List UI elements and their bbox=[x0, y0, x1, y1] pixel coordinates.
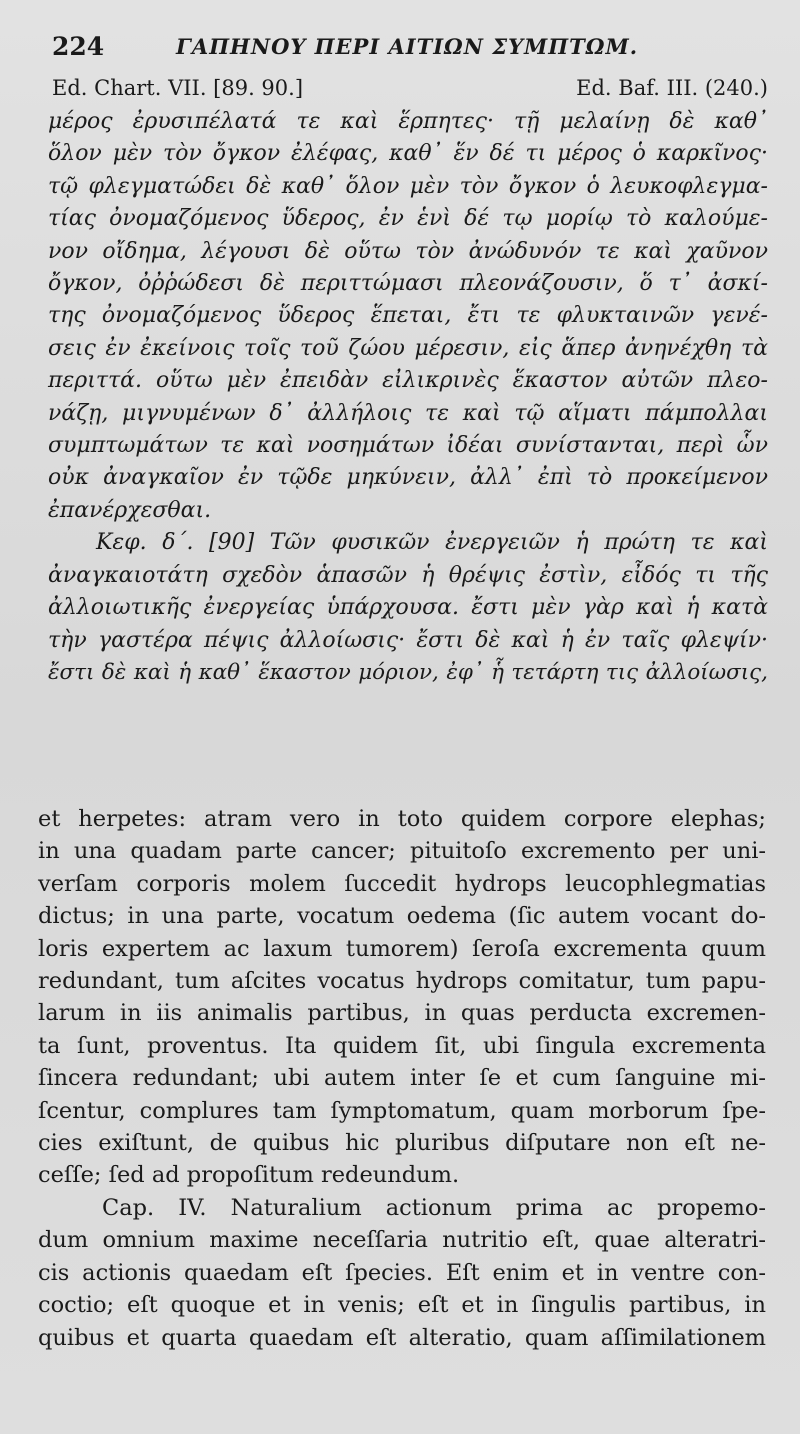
greek-line: οὐκ ἀναγκαῖον ἐν τῷδε μηκύνειν, ἀλλ᾿ ἐπὶ τὸ προκείμενον bbox=[48, 465, 768, 491]
greek-line: νον οἴδημα, λέγουσι δὲ οὕτω τὸν ἀνώδυνόν τε καὶ χαῦνον bbox=[48, 238, 768, 264]
running-title: ΓΑΠΗΝΟΥ ΠΕΡΙ ΑΙΤΙΩΝ ΣΥΜΠΤΩΜ. bbox=[176, 34, 639, 59]
latin-line: larum in iis animalis partibus, in quas perducta excremen- bbox=[38, 1000, 766, 1027]
greek-line: συμπτωμάτων τε καὶ νοσημάτων ἰδέαι συνίστανται, περὶ ὧν bbox=[48, 433, 768, 459]
greek-line: μέρος ἐρυσιπέλατά τε καὶ ἕρπητες· τῇ μελαίνῃ δὲ καθ᾿ bbox=[48, 109, 768, 134]
greek-line: ἔστι δὲ καὶ ἡ καθ᾿ ἕκαστον μόριον, ἐφ᾿ ἧ τετάρτη τις ἀλλοίωσις, bbox=[48, 659, 768, 685]
latin-line: ſincera redundant; ubi autem inter ſe et cum ſanguine mi- bbox=[38, 1065, 766, 1092]
greek-line: της ὀνομαζόμενος ὕδερος ἕπεται, ἔτι τε φλυκταινῶν γενέ- bbox=[48, 303, 768, 329]
greek-line: περιττά. οὕτω μὲν ἐπειδὰν εἰλικρινὲς ἕκαστον αὐτῶν πλεο- bbox=[48, 368, 768, 394]
edition-chart-reference: Ed. Chart. VII. [89. 90.] bbox=[52, 76, 304, 100]
greek-line: ἐπανέρχεσθαι. bbox=[48, 497, 212, 523]
latin-line: in una quadam parte cancer; pituitoſo excremento per uni- bbox=[38, 838, 766, 865]
latin-line: et herpetes: atram vero in toto quidem corpore elephas; bbox=[38, 806, 766, 832]
latin-line: loris expertem ac laxum tumorem) ſeroſa excrementa quum bbox=[38, 935, 766, 962]
latin-text-block bbox=[38, 803, 766, 1354]
latin-line: redundant, tum aſcites vocatus hydrops comitatur, tum papu- bbox=[38, 968, 766, 995]
edition-reference-row bbox=[52, 76, 768, 104]
greek-line: τὴν γαστέρα πέψις ἀλλοίωσις· ἔστι δὲ καὶ ἡ ἐν ταῖς φλεψίν· bbox=[48, 627, 768, 653]
greek-chapter-heading-line: Κεφ. δ΄. [90] Τῶν φυσικῶν ἐνεργειῶν ἡ πρώτη τε καὶ bbox=[96, 530, 768, 556]
latin-line: ta ſunt, proventus. Ita quidem ſit, ubi ſingula excrementa bbox=[38, 1032, 766, 1059]
greek-line: νάζῃ, μιγνυμένων δ᾿ ἀλλήλοις τε καὶ τῷ αἵματι πάμπολλαι bbox=[48, 400, 768, 426]
latin-chapter-heading-line: Cap. IV. Naturalium actionum prima ac propemo- bbox=[102, 1194, 766, 1221]
latin-line: ſcentur, complures tam ſymptomatum, quam morborum ſpe- bbox=[38, 1097, 766, 1124]
latin-line: dictus; in una parte, vocatum oedema (ſic autem vocant do- bbox=[38, 903, 766, 930]
greek-line: ἀναγκαιοτάτη σχεδὸν ἁπασῶν ἡ θρέψις ἐστὶν, εἶδός τι τῆς bbox=[48, 562, 768, 588]
greek-line: ὅλον μὲν τὸν ὄγκον ἐλέφας, καθ᾿ ἕν δέ τι μέρος ὁ καρκῖνος· bbox=[48, 141, 768, 167]
latin-line: coctio; eſt quoque et in venis; eſt et in ſingulis partibus, in bbox=[38, 1292, 766, 1319]
latin-line: quibus et quarta quaedam eſt alteratio, quam aſſimilationem bbox=[38, 1324, 766, 1351]
greek-line: σεις ἐν ἐκείνοις τοῖς τοῦ ζώου μέρεσιν, εἰς ἅπερ ἀνηνέχθη τὰ bbox=[48, 335, 768, 361]
latin-line: verſam corporis molem ſuccedit hydrops leucophlegmatias bbox=[38, 870, 766, 897]
latin-line: dum omnium maxime neceſſaria nutritio eſt, quae alteratri- bbox=[38, 1227, 766, 1254]
page-number: 224 bbox=[52, 32, 105, 61]
greek-line: ἀλλοιωτικῆς ἐνεργείας ὑπάρχουσα. ἔστι μὲν γὰρ καὶ ἡ κατὰ bbox=[48, 595, 768, 621]
latin-line: ceſſe; ſed ad propoſitum redeundum. bbox=[38, 1162, 460, 1189]
latin-line: cies exiſtunt, de quibus hic pluribus diſputare non eſt ne- bbox=[38, 1130, 766, 1157]
edition-basel-reference: Ed. Baf. III. (240.) bbox=[576, 76, 768, 100]
greek-text-block bbox=[48, 106, 768, 689]
greek-line: ὄγκον, ὀῤῥώδεσι δὲ περιττώμασι πλεονάζουσιν, ὅ τ᾿ ἀσκί- bbox=[48, 271, 768, 297]
greek-line: τίας ὀνομαζόμενος ὕδερος, ἐν ἑνὶ δέ τῳ μορίῳ τὸ καλούμε- bbox=[48, 206, 768, 232]
page-header bbox=[52, 32, 768, 62]
greek-line: τῷ φλεγματώδει δὲ καθ᾿ ὅλον μὲν τὸν ὄγκον ὁ λευκοφλεγμα- bbox=[48, 173, 768, 199]
latin-line: cis actionis quaedam eſt ſpecies. Eſt enim et in ventre con- bbox=[38, 1259, 766, 1286]
